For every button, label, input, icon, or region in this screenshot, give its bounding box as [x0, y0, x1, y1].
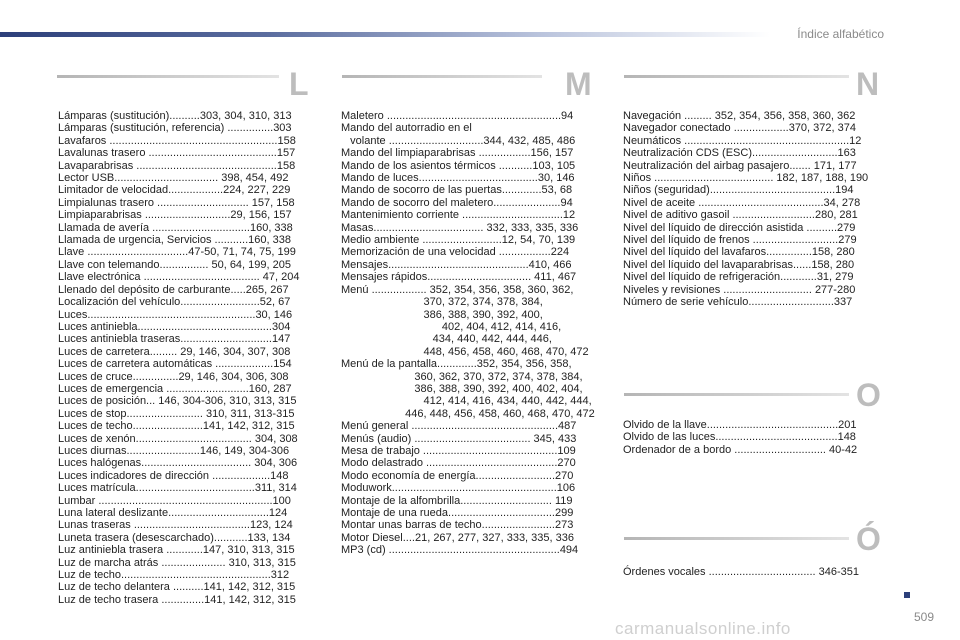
index-entry: Luz de techo trasera ..............141, 142, 312, 315	[58, 593, 296, 606]
index-entry: Luces de xenón...................................... 304, 308	[58, 432, 298, 445]
index-entry: Medio ambiente ..........................12, 54, 70, 139	[341, 234, 576, 247]
index-entry: Limitador de velocidad..................224, 227, 229	[58, 184, 291, 197]
index-entry: Masas.................................... 332, 333, 335, 336	[341, 221, 579, 234]
index-entry: Navegador conectado ..................370, 372, 374	[623, 122, 856, 135]
index-entry: Llenado del depósito de carburante.....265, 267	[58, 283, 289, 296]
section-o-letter: O	[856, 377, 881, 413]
index-entry: Neutralización CDS (ESC)............................163	[623, 147, 856, 160]
index-entry: Localización del vehículo..........................52, 67	[58, 296, 291, 309]
index-entry: Montaje de una rueda...................................299	[341, 507, 574, 519]
index-entry: Menú general ................................................487	[341, 420, 577, 433]
index-entry: Mando de socorro de las puertas.............53, 68	[341, 184, 573, 197]
watermark: carmanualsonline.info	[615, 619, 791, 638]
index-entry: Luces diurnas........................146, 149, 304-306	[58, 444, 290, 457]
page-number: 509	[914, 610, 935, 624]
index-entry: 360, 362, 370, 372, 374, 378, 384,	[341, 370, 583, 383]
index-entry: 386, 388, 390, 392, 400, 402, 404,	[341, 382, 583, 395]
index-entry: Nivel del líquido de refrigeración............31, 279	[623, 271, 854, 284]
index-entry: Neutralización del airbag pasajero....... 171, 177	[623, 159, 857, 172]
index-entry: Luces de emergencia ...........................160, 287	[58, 382, 292, 395]
index-entry: Lumbar .........................................................100	[58, 494, 291, 507]
index-entry: Nivel del líquido del lavafaros...............158, 280	[623, 246, 855, 259]
index-entry: Luces de carretera......... 29, 146, 304, 307, 308	[58, 345, 291, 358]
index-entry: Luces de stop......................... 310, 311, 313-315	[58, 407, 295, 420]
index-entry: Luces de techo.......................141, 142, 312, 315	[58, 420, 295, 433]
index-entry: volante ...............................344, 432, 485, 486	[341, 134, 576, 147]
index-entry: Luces antiniebla traseras..............................147	[58, 333, 291, 346]
section-m-entries	[341, 110, 601, 557]
index-entry: Mando del limpiaparabrisas .................156, 157	[341, 147, 574, 160]
index-entry: 434, 440, 442, 444, 446,	[341, 333, 552, 346]
section-o-acute-rule	[624, 537, 849, 540]
index-entry: Nivel de aceite .........................................34, 278	[623, 196, 861, 209]
index-entry: Llave con telemando................ 50, 64, 199, 205	[58, 258, 291, 271]
index-entry: Luz antiniebla trasera ............147, 310, 313, 315	[58, 544, 295, 557]
index-entry: Niños (seguridad).........................................194	[623, 184, 854, 197]
index-entry: Luneta trasera (desescarchado)...........133, 134	[58, 531, 291, 544]
index-entry: Luces de carretera automáticas ...................154	[58, 358, 292, 371]
section-o-acute-entries	[623, 566, 885, 578]
index-entry: Modo delastrado ...........................................270	[341, 457, 576, 470]
index-entry: Luz de techo delantera ..........141, 142, 312, 315	[58, 581, 296, 594]
index-entry: Menú .................. 352, 354, 356, 358, 360, 362,	[341, 283, 574, 296]
index-entry: Mando de luces.......................................30, 146	[341, 172, 575, 185]
section-n-entries	[623, 110, 885, 309]
index-entry: Navegación ......... 352, 354, 356, 358, 360, 362	[623, 110, 856, 122]
index-entry: Limpialunas trasero .............................. 157, 158	[58, 196, 295, 209]
index-entry: Lector USB.................................. 398, 454, 492	[58, 172, 289, 185]
index-entry: Lavafaros .......................................................158	[58, 134, 296, 147]
index-entry: Nivel del líquido del lavaparabrisas......158, 280	[623, 258, 855, 271]
index-entry: MP3 (cd) ........................................................494	[341, 544, 579, 557]
index-entry: 446, 448, 456, 458, 460, 468, 470, 472	[341, 407, 595, 420]
section-l-letter: L	[289, 66, 309, 102]
index-entry: Lámparas (sustitución)..........303, 304, 310, 313	[58, 110, 292, 122]
index-entry: Olvido de las luces........................................148	[623, 431, 856, 444]
index-entry: Luz de marcha atrás ..................... 310, 313, 315	[58, 556, 296, 569]
index-entry: Mensajes..............................................410, 466	[341, 258, 572, 271]
index-entry: Llave .................................47-50, 71, 74, 75, 199	[58, 246, 296, 259]
index-entry: Menú de la pantalla.............352, 354, 356, 358,	[341, 358, 572, 371]
index-entry: Órdenes vocales ................................... 346-351	[623, 566, 859, 578]
index-entry: Luces de cruce...............29, 146, 304, 306, 308	[58, 370, 289, 383]
index-entry: 412, 414, 416, 434, 440, 442, 444,	[341, 395, 592, 408]
index-entry: Olvido de la llave...........................................201	[623, 419, 857, 431]
index-entry: Luces halógenas.................................... 304, 306	[58, 457, 298, 470]
index-entry: Nivel de aditivo gasoil ...........................280, 281	[623, 209, 858, 222]
index-entry: Luces indicadores de dirección ...................148	[58, 469, 289, 482]
index-entry: Lavaparabrisas ..............................................158	[58, 159, 296, 172]
section-o-rule	[624, 393, 849, 396]
index-entry: Número de serie vehículo............................337	[623, 296, 853, 309]
index-entry: Llamada de urgencia, Servicios ...........160, 338	[58, 234, 291, 247]
index-entry: Nivel del líquido de frenos ............................279	[623, 234, 857, 247]
index-entry: Luces antiniebla............................................304	[58, 320, 291, 333]
index-entry: Niños ....................................... 182, 187, 188, 190	[623, 172, 869, 185]
section-o-entries	[623, 419, 885, 456]
index-entry: 386, 388, 390, 392, 400,	[341, 308, 543, 321]
section-m-rule	[342, 75, 542, 78]
index-entry: Maletero .........................................................94	[341, 110, 574, 122]
index-entry: 370, 372, 374, 378, 384,	[341, 296, 543, 309]
index-entry: Mando de socorro del maletero......................94	[341, 196, 573, 209]
index-entry: Moduwork......................................................106	[341, 482, 576, 495]
index-entry: Limpiaparabrisas ............................29, 156, 157	[58, 209, 292, 222]
index-entry: Motor Diesel....21, 267, 277, 327, 333, 335, 336	[341, 531, 574, 544]
index-entry: 402, 404, 412, 414, 416,	[341, 320, 562, 333]
index-entry: 448, 456, 458, 460, 468, 470, 472	[341, 345, 589, 358]
index-entry: Llamada de avería ................................160, 338	[58, 221, 293, 234]
index-entry: Niveles y revisiones ............................. 277-280	[623, 283, 856, 296]
section-n-letter: N	[856, 66, 880, 102]
index-entry: Memorización de una velocidad .................224	[341, 246, 570, 259]
index-entry: Luna lateral deslizante.................................124	[58, 507, 288, 519]
header-accent-bar	[0, 32, 770, 37]
index-entry: Lámparas (sustitución, referencia) ...............303	[58, 122, 292, 135]
page-header-title: Índice alfabético	[797, 27, 884, 41]
index-entry: Menús (audio) ...................................... 345, 433	[341, 432, 577, 445]
index-entry: Mando de los asientos térmicos ...........103, 105	[341, 159, 576, 172]
footer-marker	[904, 592, 910, 598]
index-entry: Mando del autorradio en el	[341, 122, 472, 135]
index-entry: Mensajes rápidos.................................. 411, 467	[341, 271, 577, 284]
index-entry: Lavalunas trasero ..........................................157	[58, 147, 296, 160]
index-entry: Mantenimiento corriente .................................12	[341, 209, 576, 222]
index-entry: Ordenador de a bordo .............................. 40-42	[623, 443, 858, 456]
section-l-entries	[58, 110, 316, 606]
index-entry: Luz de techo.................................................312	[58, 569, 290, 582]
index-entry: Luces.......................................................30, 146	[58, 308, 293, 321]
section-o-acute-letter: Ó	[856, 521, 881, 557]
index-entry: Nivel del líquido de dirección asistida ..........279	[623, 221, 856, 234]
index-entry: Lunas traseras ......................................123, 124	[58, 519, 293, 532]
index-entry: Modo economía de energía..........................270	[341, 469, 574, 482]
section-n-rule	[624, 75, 849, 78]
index-entry: Montar unas barras de techo........................273	[341, 519, 574, 532]
index-entry: Luces de posición... 146, 304-306, 310, 313, 315	[58, 395, 297, 408]
index-entry: Llave electrónica ...................................... 47, 204	[58, 271, 300, 284]
index-entry: Neumáticos ......................................................12	[623, 134, 862, 147]
index-entry: Luces matrícula.......................................311, 314	[58, 482, 297, 495]
index-entry: Mesa de trabajo ............................................109	[341, 444, 576, 457]
section-l-rule	[57, 75, 279, 78]
section-m-letter: M	[565, 66, 592, 102]
index-entry: Montaje de la alfombrilla.............................. 119	[341, 494, 573, 507]
